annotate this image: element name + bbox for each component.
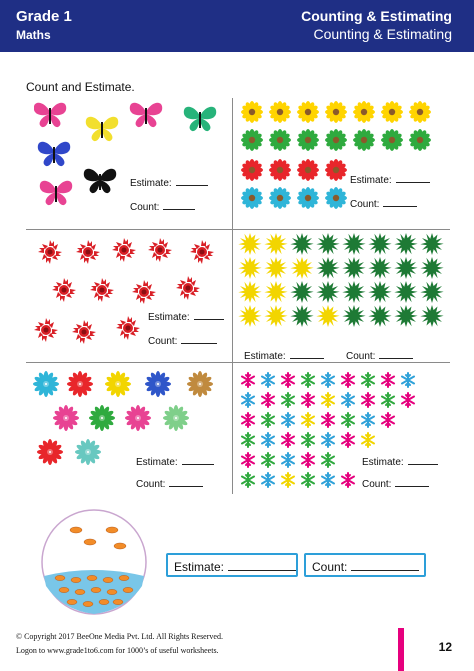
snowflake-icon	[322, 393, 334, 407]
star-flowers-picture	[236, 232, 452, 342]
count-label-4: Count:	[346, 349, 413, 362]
star-flower-icon	[366, 253, 394, 282]
daisy-icon	[325, 101, 347, 123]
snowflake-icon	[302, 393, 314, 407]
snowflake-icon	[242, 473, 254, 487]
count-answer-label: Count:	[312, 560, 348, 574]
snowflake-icon	[322, 433, 334, 447]
snowflake-icon	[362, 433, 374, 447]
snowflake-icon	[302, 413, 314, 427]
star-flower-icon	[392, 232, 420, 259]
snowflake-icon	[342, 433, 354, 447]
daisy-icon	[325, 159, 347, 181]
snowflake-icon	[302, 433, 314, 447]
daisy-icon	[269, 187, 291, 209]
star-flower-icon	[314, 232, 342, 259]
star-flower-icon	[340, 277, 368, 306]
daisy-icon	[297, 187, 319, 209]
estimate-blank-6[interactable]	[408, 455, 438, 465]
sun-flower-icon	[52, 278, 76, 302]
estimate-blank-3[interactable]	[194, 310, 224, 320]
snowflake-icon	[262, 413, 274, 427]
snowflake-icon	[402, 373, 414, 387]
flower-icon	[163, 405, 189, 431]
sun-flower-icon	[72, 320, 96, 344]
snowflake-icon	[262, 373, 274, 387]
snowflake-icon	[342, 413, 354, 427]
star-flower-icon	[236, 301, 264, 330]
snowflake-icon	[302, 453, 314, 467]
star-flower-icon	[262, 253, 290, 282]
sun-flower-icon	[116, 316, 140, 340]
count-blank-1[interactable]	[163, 200, 195, 210]
estimate-answer-label: Estimate:	[174, 560, 225, 574]
snowflakes-picture	[236, 368, 452, 494]
star-flower-icon	[392, 277, 420, 306]
flower-icon	[33, 371, 59, 397]
count-label-3: Count:	[148, 334, 217, 347]
daisies-picture	[236, 98, 452, 226]
count-blank-6[interactable]	[395, 477, 429, 487]
count-label-5: Count:	[136, 477, 203, 490]
star-flower-icon	[288, 253, 316, 282]
star-flower-icon	[262, 232, 290, 259]
estimate-answer-box	[166, 553, 298, 577]
daisy-icon	[297, 129, 319, 151]
snowflake-icon	[322, 373, 334, 387]
estimate-label-5: Estimate:	[136, 455, 214, 468]
star-flower-icon	[288, 301, 316, 330]
snowflake-icon	[362, 413, 374, 427]
count-label-1: Count:	[130, 200, 195, 213]
star-flower-icon	[314, 253, 342, 282]
grid-horizontal-divider-1	[26, 229, 450, 230]
butterfly-icon	[86, 117, 118, 141]
topic-subtitle: Counting & Estimating	[313, 26, 452, 42]
star-flower-icon	[366, 232, 394, 259]
snowflake-icon	[302, 473, 314, 487]
topic-title: Counting & Estimating	[301, 8, 452, 24]
website-text[interactable]: Logon to www.grade1to6.com for 1000’s of useful worksheets.	[16, 646, 219, 655]
star-flower-icon	[262, 277, 290, 306]
sun-flower-icon	[38, 240, 62, 264]
flower-icon	[53, 405, 79, 431]
snowflake-icon	[262, 393, 274, 407]
star-flower-icon	[340, 232, 368, 259]
estimate-blank-4[interactable]	[290, 349, 324, 359]
daisy-icon	[297, 101, 319, 123]
butterfly-icon	[184, 107, 216, 131]
snowflake-icon	[262, 473, 274, 487]
instruction-text: Count and Estimate.	[26, 80, 135, 94]
snowflake-icon	[362, 393, 374, 407]
grid-vertical-divider	[232, 98, 233, 494]
estimate-label-6: Estimate:	[362, 455, 438, 468]
daisy-icon	[269, 101, 291, 123]
star-flower-icon	[418, 277, 446, 306]
daisy-icon	[269, 159, 291, 181]
count-answer-blank[interactable]	[351, 558, 419, 571]
estimate-blank-1[interactable]	[176, 176, 208, 186]
flower-icon	[75, 439, 101, 465]
snowflake-icon	[282, 473, 294, 487]
page-number: 12	[438, 640, 452, 654]
snowflake-icon	[302, 373, 314, 387]
snowflake-icon	[282, 373, 294, 387]
daisy-icon	[325, 129, 347, 151]
sun-flower-icon	[76, 240, 100, 264]
flower-icon	[89, 405, 115, 431]
daisy-icon	[409, 129, 431, 151]
flower-icon	[145, 371, 171, 397]
butterfly-icon	[40, 181, 72, 205]
snowflake-icon	[282, 393, 294, 407]
flower-icon	[125, 405, 151, 431]
snowflake-icon	[382, 393, 394, 407]
flower-icon	[67, 371, 93, 397]
snowflake-icon	[342, 473, 354, 487]
star-flower-icon	[236, 277, 264, 306]
copyright-text: © Copyright 2017 BeeOne Media Pvt. Ltd. All Rights Reserved.	[16, 632, 223, 641]
star-flower-icon	[314, 301, 342, 330]
star-flower-icon	[288, 232, 316, 259]
butterfly-icon	[34, 103, 66, 127]
snowflake-icon	[262, 453, 274, 467]
count-label-6: Count:	[362, 477, 429, 490]
estimate-blank-2[interactable]	[396, 173, 430, 183]
count-blank-4[interactable]	[379, 349, 413, 359]
sun-flower-icon	[132, 280, 156, 304]
snowflake-icon	[322, 453, 334, 467]
estimate-label-3: Estimate:	[148, 310, 224, 323]
flower-icon	[187, 371, 213, 397]
star-flower-icon	[340, 301, 368, 330]
snowflake-icon	[382, 413, 394, 427]
snowflake-icon	[262, 433, 274, 447]
sun-flower-icon	[176, 276, 200, 300]
snowflake-icon	[242, 453, 254, 467]
daisy-icon	[241, 129, 263, 151]
snowflake-icon	[282, 413, 294, 427]
star-flower-icon	[236, 232, 264, 259]
daisy-icon	[297, 159, 319, 181]
star-flower-icon	[340, 253, 368, 282]
daisy-icon	[241, 159, 263, 181]
sun-flower-icon	[90, 278, 114, 302]
star-flower-icon	[418, 232, 446, 259]
butterflies-picture	[34, 98, 224, 226]
flower-icon	[105, 371, 131, 397]
butterfly-icon	[84, 169, 116, 193]
star-flower-icon	[236, 253, 264, 282]
star-flower-icon	[366, 301, 394, 330]
sun-flower-icon	[34, 318, 58, 342]
daisy-icon	[381, 129, 403, 151]
star-flower-icon	[418, 301, 446, 330]
sun-flower-icon	[190, 240, 214, 264]
estimate-blank-5[interactable]	[182, 455, 214, 465]
fish-bowl-icon	[34, 508, 154, 616]
snowflake-icon	[342, 393, 354, 407]
header-bar	[0, 0, 474, 52]
daisy-icon	[241, 187, 263, 209]
sun-flower-icon	[112, 238, 136, 262]
butterfly-icon	[130, 103, 162, 127]
daisy-icon	[409, 101, 431, 123]
count-blank-5[interactable]	[169, 477, 203, 487]
snowflake-icon	[242, 433, 254, 447]
estimate-answer-blank[interactable]	[228, 558, 296, 571]
star-flower-icon	[314, 277, 342, 306]
snowflake-icon	[322, 413, 334, 427]
star-flower-icon	[288, 277, 316, 306]
grade-title: Grade 1	[16, 8, 72, 25]
snowflake-icon	[322, 473, 334, 487]
snowflake-icon	[362, 373, 374, 387]
snowflake-icon	[282, 433, 294, 447]
daisy-icon	[381, 101, 403, 123]
star-flower-icon	[418, 253, 446, 282]
estimate-label-1: Estimate:	[130, 176, 208, 189]
snowflake-icon	[382, 373, 394, 387]
star-flower-icon	[392, 301, 420, 330]
daisy-icon	[269, 129, 291, 151]
snowflake-icon	[242, 413, 254, 427]
butterfly-icon	[38, 142, 70, 166]
estimate-label-2: Estimate:	[350, 173, 430, 186]
daisy-icon	[353, 101, 375, 123]
count-label-2: Count:	[350, 197, 417, 210]
subject-title: Maths	[16, 28, 51, 42]
estimate-label-4: Estimate:	[244, 349, 324, 362]
side-stripe	[398, 628, 404, 671]
star-flower-icon	[392, 253, 420, 282]
count-blank-2[interactable]	[383, 197, 417, 207]
sun-flower-icon	[148, 238, 172, 262]
count-blank-3[interactable]	[181, 334, 217, 344]
snowflake-icon	[242, 373, 254, 387]
grid-horizontal-divider-2	[26, 362, 450, 363]
daisy-icon	[353, 129, 375, 151]
star-flower-icon	[366, 277, 394, 306]
snowflake-icon	[402, 393, 414, 407]
daisy-icon	[241, 101, 263, 123]
count-answer-box	[304, 553, 426, 577]
snowflake-icon	[342, 373, 354, 387]
daisy-icon	[325, 187, 347, 209]
flower-icon	[37, 439, 63, 465]
snowflake-icon	[242, 393, 254, 407]
snowflake-icon	[282, 453, 294, 467]
star-flower-icon	[262, 301, 290, 330]
